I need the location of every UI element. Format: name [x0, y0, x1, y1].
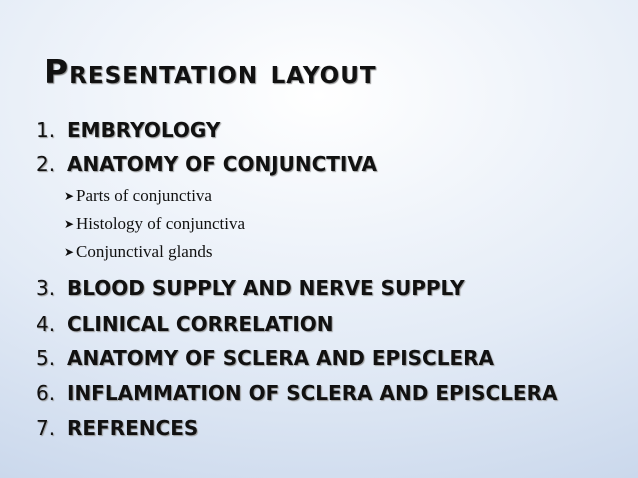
arrow-bullet-icon: ➤: [64, 189, 75, 203]
outline-item: [36, 152, 377, 176]
item-number: 7.: [36, 416, 56, 440]
item-label: BLOOD SUPPLY AND NERVE SUPPLY: [67, 276, 465, 300]
item-label: ANATOMY OF CONJUNCTIVA: [67, 152, 377, 176]
slide-title: Presentation layout: [44, 52, 377, 91]
outline-item: [36, 346, 494, 370]
item-number: 3.: [36, 276, 56, 300]
outline-item: [36, 118, 220, 142]
item-label: CLINICAL CORRELATION: [67, 312, 334, 336]
outline-item: [36, 276, 465, 300]
item-number: 2.: [36, 152, 56, 176]
item-number: 4.: [36, 312, 56, 336]
sub-item: [64, 242, 212, 262]
outline-item: [36, 312, 334, 336]
item-number: 1.: [36, 118, 56, 142]
sub-item: [64, 186, 212, 206]
item-number: 6.: [36, 381, 56, 405]
arrow-bullet-icon: ➤: [64, 217, 75, 231]
item-label: ANATOMY OF SCLERA AND EPISCLERA: [67, 346, 495, 370]
sub-item-label: Conjunctival glands: [76, 242, 213, 261]
arrow-bullet-icon: ➤: [64, 245, 75, 259]
outline-item: [36, 381, 557, 405]
sub-item: [64, 214, 245, 234]
item-label: REFRENCES: [67, 416, 199, 440]
sub-item-label: Parts of conjunctiva: [76, 186, 212, 205]
item-label: EMBRYOLOGY: [67, 118, 221, 142]
outline-item: [36, 416, 198, 440]
sub-item-label: Histology of conjunctiva: [76, 214, 246, 233]
item-label: INFLAMMATION OF SCLERA AND EPISCLERA: [67, 381, 558, 405]
item-number: 5.: [36, 346, 56, 370]
